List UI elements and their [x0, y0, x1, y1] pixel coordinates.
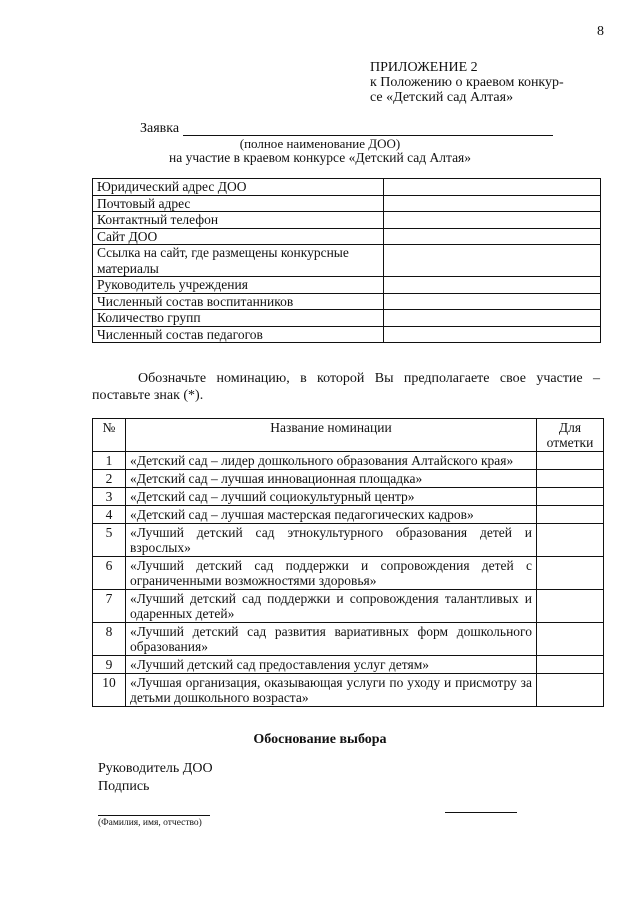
info-value[interactable] — [384, 326, 601, 343]
nomination-mark-cell[interactable] — [537, 524, 604, 557]
nomination-mark-cell[interactable] — [537, 656, 604, 674]
info-label: Ссылка на сайт, где размещены конкурсные материалы — [93, 245, 384, 277]
nomination-name: «Детский сад – лучший социокультурный центр» — [126, 488, 537, 506]
info-row — [93, 212, 601, 229]
info-label: Численный состав воспитанников — [93, 293, 384, 310]
info-label: Юридический адрес ДОО — [93, 179, 384, 196]
fio-caption: (Фамилия, имя, отчество) — [98, 818, 202, 828]
nomination-row — [93, 674, 604, 707]
nomination-num: 7 — [93, 590, 126, 623]
info-row — [93, 310, 601, 327]
nomination-row — [93, 590, 604, 623]
info-value[interactable] — [384, 179, 601, 196]
nomination-num: 3 — [93, 488, 126, 506]
request-subtitle: на участие в краевом конкурсе «Детский сад Алтая» — [168, 150, 472, 165]
nomination-name: «Детский сад – лидер дошкольного образования Алтайского края» — [126, 452, 537, 470]
nomination-mark-cell[interactable] — [537, 506, 604, 524]
info-label: Сайт ДОО — [93, 228, 384, 245]
nomination-name: «Лучший детский сад развития вариативных форм дошкольного образования» — [126, 623, 537, 656]
nomination-num: 5 — [93, 524, 126, 557]
info-table — [92, 178, 601, 343]
nomination-num: 8 — [93, 623, 126, 656]
info-value[interactable] — [384, 277, 601, 294]
info-value[interactable] — [384, 310, 601, 327]
info-value[interactable] — [384, 195, 601, 212]
nomination-mark-cell[interactable] — [537, 557, 604, 590]
nomination-row — [93, 623, 604, 656]
info-label: Численный состав педагогов — [93, 326, 384, 343]
request-label: Заявка — [140, 121, 180, 136]
nomination-name: «Лучший детский сад этнокультурного образования детей и взрослых» — [126, 524, 537, 557]
nomination-name: «Лучший детский сад предоставления услуг детям» — [126, 656, 537, 674]
info-row — [93, 326, 601, 343]
nomination-num: 10 — [93, 674, 126, 707]
request-note: (полное наименование ДОО) — [239, 136, 401, 151]
info-value[interactable] — [384, 245, 601, 277]
nomination-num: 2 — [93, 470, 126, 488]
nomination-row — [93, 557, 604, 590]
nomination-mark-cell[interactable] — [537, 488, 604, 506]
signature-head: Руководитель ДОО — [98, 761, 213, 776]
signature-line — [445, 812, 517, 813]
nomination-mark-cell[interactable] — [537, 590, 604, 623]
nomination-name: «Лучший детский сад поддержки и сопровождения талантливых и одаренных детей» — [126, 590, 537, 623]
info-value[interactable] — [384, 212, 601, 229]
appendix-line-2: се «Детский сад Алтая» — [370, 90, 514, 105]
header-num: № — [93, 419, 126, 452]
nominations-table — [92, 418, 604, 707]
info-value[interactable] — [384, 293, 601, 310]
nomination-num: 6 — [93, 557, 126, 590]
info-row — [93, 293, 601, 310]
header-mark: Для отметки — [537, 419, 604, 452]
nomination-name: «Детский сад – лучшая инновационная площадка» — [126, 470, 537, 488]
nomination-mark-cell[interactable] — [537, 470, 604, 488]
justification-heading: Обоснование выбора — [253, 732, 387, 747]
nomination-name: «Лучшая организация, оказывающая услуги по уходу и присмотру за детьми дошкольного возраста» — [126, 674, 537, 707]
info-label: Контактный телефон — [93, 212, 384, 229]
info-row — [93, 277, 601, 294]
info-value[interactable] — [384, 228, 601, 245]
header-name: Название номинации — [126, 419, 537, 452]
nomination-num: 9 — [93, 656, 126, 674]
nomination-name: «Детский сад – лучшая мастерская педагогических кадров» — [126, 506, 537, 524]
nomination-row — [93, 524, 604, 557]
info-label: Почтовый адрес — [93, 195, 384, 212]
nomination-row — [93, 506, 604, 524]
appendix-block — [370, 60, 610, 105]
nomination-mark-cell[interactable] — [537, 452, 604, 470]
info-row — [93, 245, 601, 277]
instruction-text — [92, 370, 600, 404]
appendix-line-1: к Положению о краевом конкур- — [370, 75, 564, 90]
info-row — [93, 228, 601, 245]
fio-line — [98, 815, 210, 816]
nomination-mark-cell[interactable] — [537, 623, 604, 656]
info-label: Руководитель учреждения — [93, 277, 384, 294]
signature-sign: Подпись — [98, 779, 150, 794]
info-row — [93, 195, 601, 212]
nomination-row — [93, 488, 604, 506]
nomination-row — [93, 452, 604, 470]
nomination-name: «Лучший детский сад поддержки и сопровождения детей с ограниченными возможностями здоровья» — [126, 557, 537, 590]
appendix-title: ПРИЛОЖЕНИЕ 2 — [370, 60, 478, 75]
nomination-row — [93, 656, 604, 674]
nominations-header-row — [93, 419, 604, 452]
info-row — [93, 179, 601, 196]
nomination-num: 4 — [93, 506, 126, 524]
page-number: 8 — [597, 24, 604, 39]
nomination-num: 1 — [93, 452, 126, 470]
instruction-paragraph: Обозначьте номинацию, в которой Вы предполагаете свое участие – поставьте знак (*). — [92, 371, 600, 403]
nomination-row — [93, 470, 604, 488]
info-label: Количество групп — [93, 310, 384, 327]
signature-block — [98, 760, 213, 796]
nomination-mark-cell[interactable] — [537, 674, 604, 707]
